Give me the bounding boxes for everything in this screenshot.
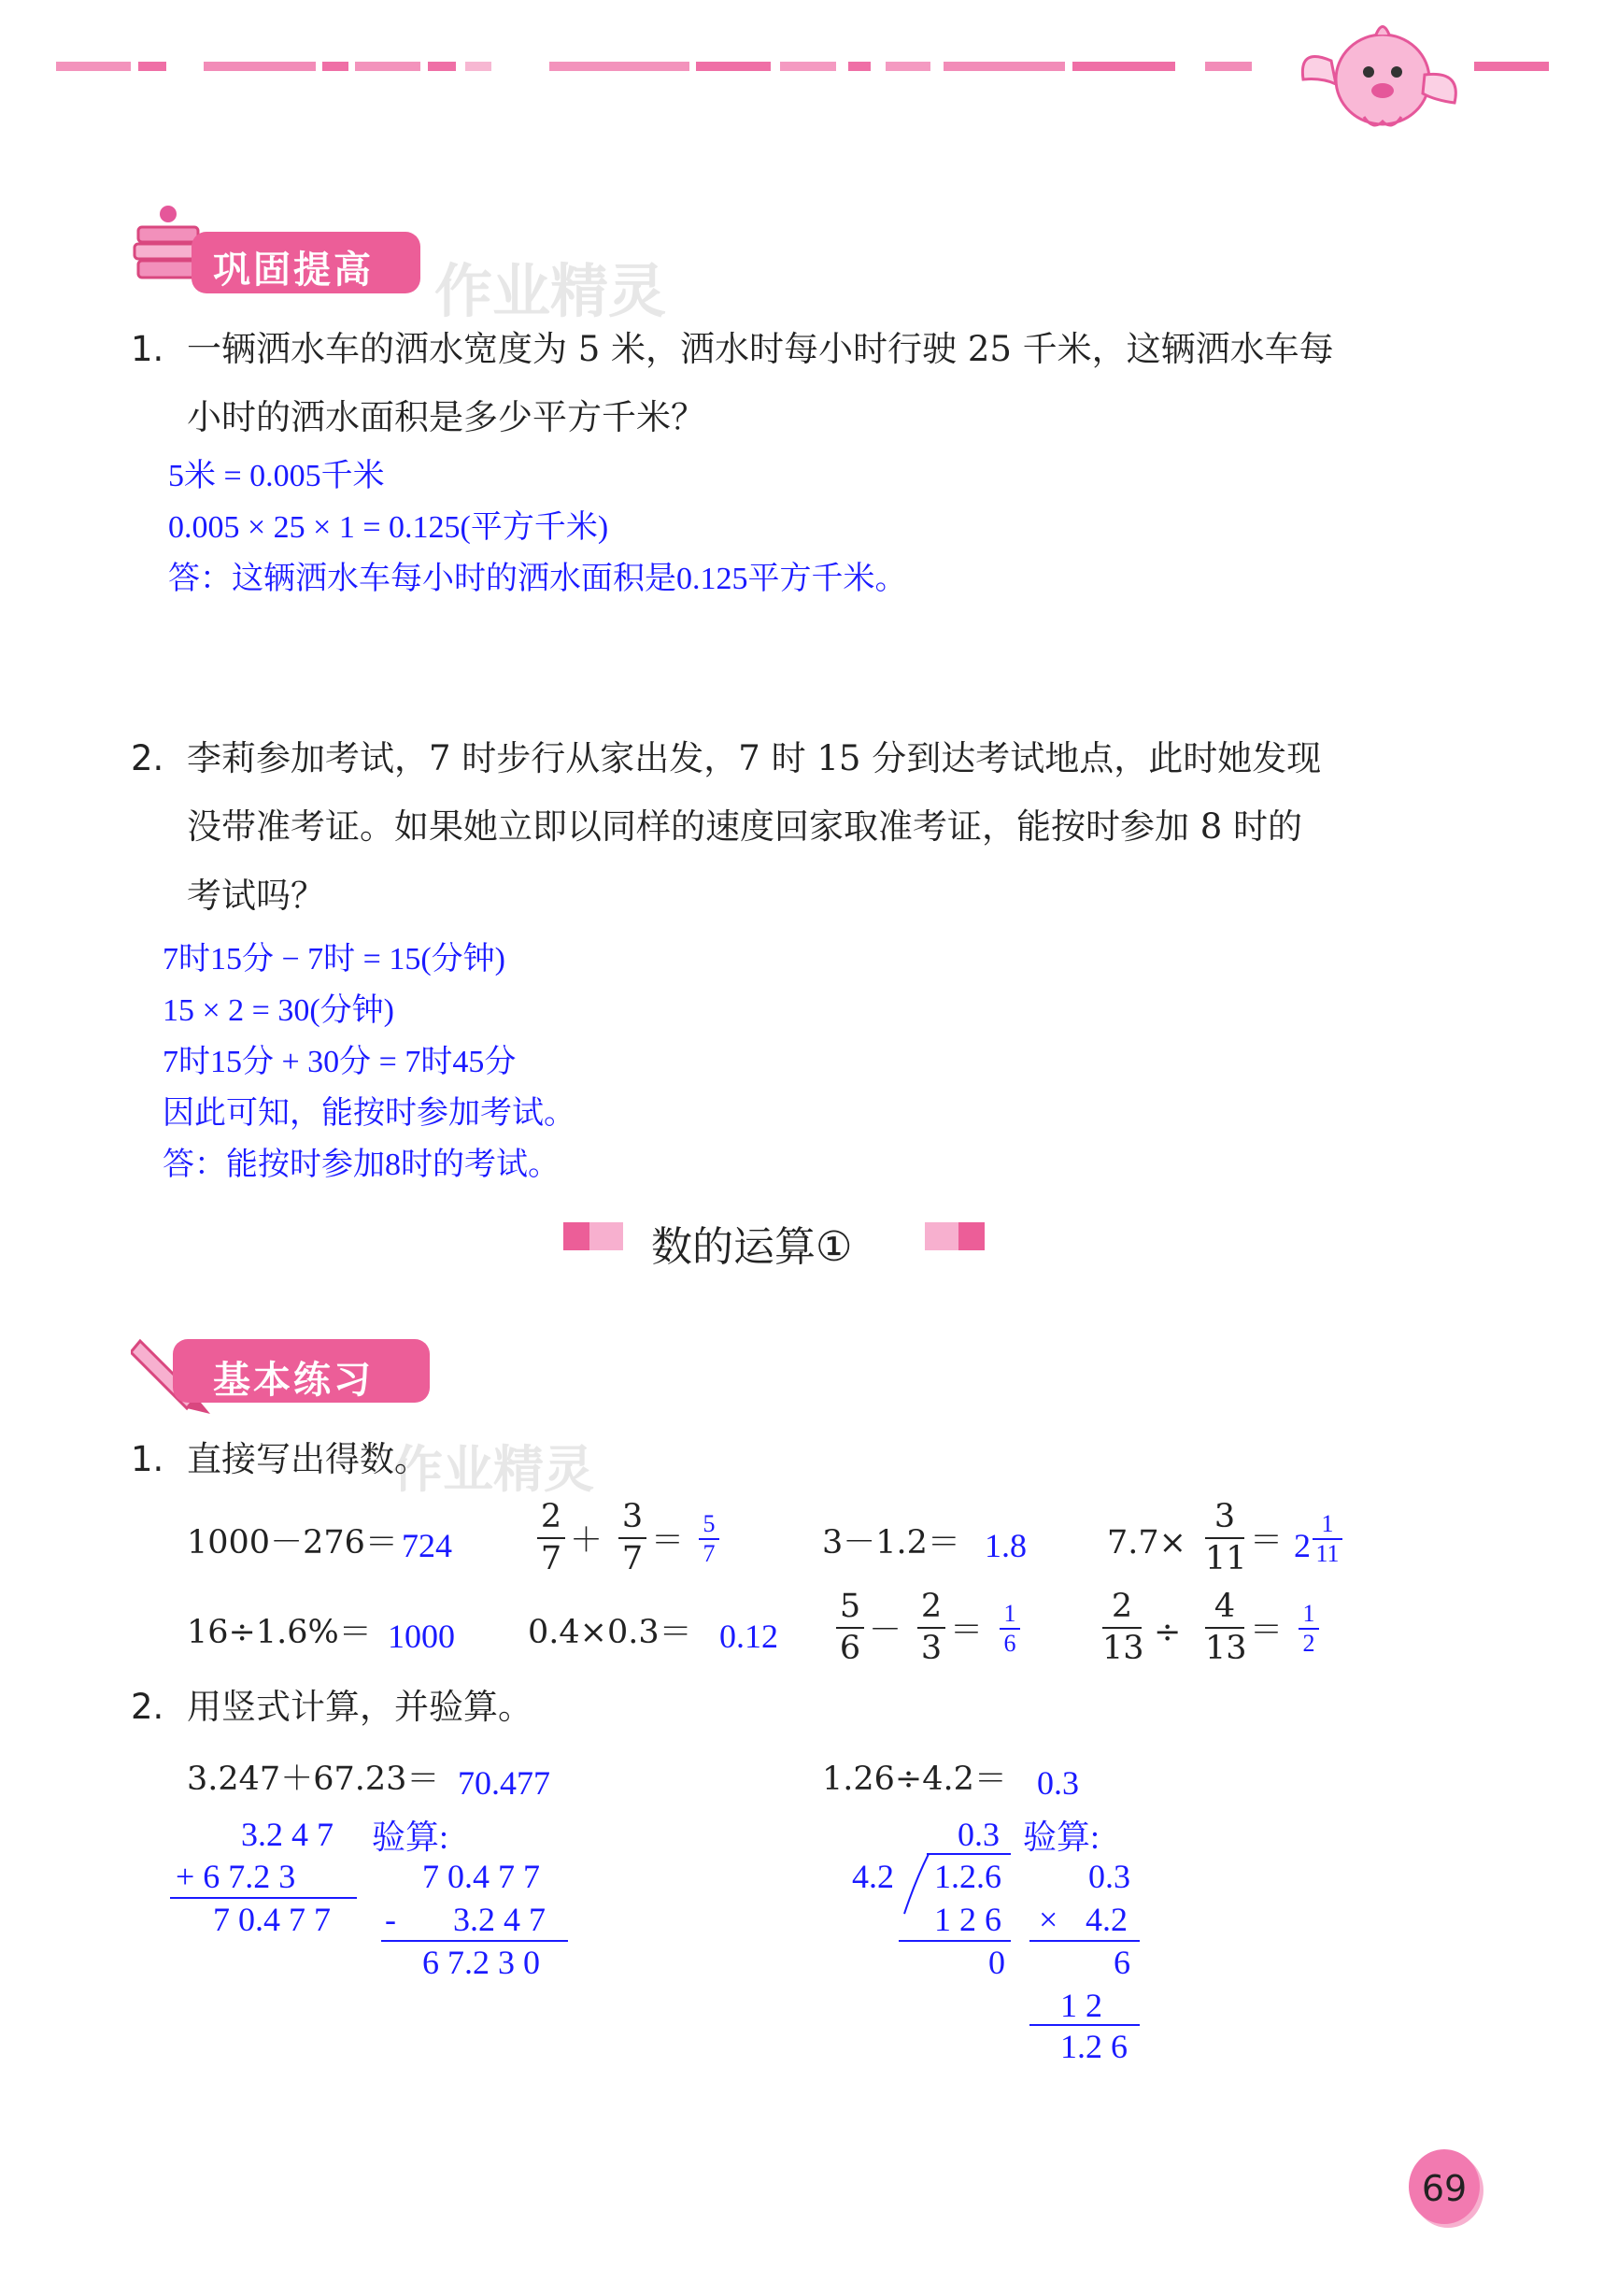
- numerator: 1: [1003, 1600, 1016, 1627]
- numerator: 2: [920, 1588, 943, 1625]
- mixed-number-whole: 2: [1294, 1527, 1311, 1564]
- title-marker-left: [563, 1222, 589, 1250]
- answer-line: 0.005 × 25 × 1 = 0.125(平方千米): [168, 510, 609, 545]
- check-line: [381, 1940, 568, 1942]
- calc-answer: 1000: [388, 1618, 455, 1655]
- chapter-title: 数的运算①: [651, 1223, 853, 1271]
- operator: ＋: [570, 1522, 603, 1560]
- question-text: 直接写出得数。: [187, 1439, 429, 1479]
- check-result: 1.2 6: [1060, 2028, 1128, 2065]
- division-dividend: 1.2.6: [934, 1858, 1001, 1895]
- calc-expression: 3－1.2＝: [822, 1524, 960, 1562]
- fraction-answer: [1000, 1602, 1020, 1656]
- vertical-add-result: 7 0.4 7 7: [213, 1901, 331, 1938]
- division-divisor: 4.2: [852, 1858, 894, 1895]
- denominator: 11: [1315, 1540, 1340, 1567]
- vertical-add-top: 3.2 4 7: [241, 1816, 334, 1853]
- answer-line: 因此可知，能按时参加考试。: [163, 1096, 575, 1131]
- operator: －: [869, 1612, 902, 1649]
- vertical-add-mid: + 6 7.2 3: [176, 1858, 296, 1895]
- calc-answer: 70.477: [458, 1764, 550, 1802]
- calc-answer: 724: [402, 1527, 452, 1564]
- division-quotient: 0.3: [958, 1816, 1000, 1853]
- watermark: 作业精灵: [392, 1440, 594, 1499]
- answer-line: 7时15分 − 7时 = 15(分钟): [163, 942, 505, 977]
- check-label: 验算:: [372, 1818, 449, 1856]
- calc-expression: 0.4×0.3＝: [528, 1614, 692, 1651]
- denominator: 13: [1102, 1630, 1144, 1667]
- fraction: [836, 1590, 864, 1665]
- denominator: 6: [839, 1630, 861, 1667]
- calc-expression: 3.247＋67.23＝: [187, 1761, 440, 1798]
- division-bar: [927, 1853, 1011, 1855]
- calc-answer: 1.8: [985, 1527, 1027, 1564]
- bird-mascot-icon: [1294, 14, 1467, 135]
- calc-expression: 1000－276＝: [187, 1524, 398, 1562]
- fraction: [1205, 1498, 1247, 1577]
- check-line: [1029, 2024, 1140, 2026]
- numerator: 2: [1111, 1588, 1133, 1625]
- check-top: 7 0.4 7 7: [422, 1858, 540, 1895]
- fraction: [917, 1590, 945, 1665]
- answer-line: 5米 = 0.005千米: [168, 459, 385, 493]
- numerator: 4: [1214, 1588, 1236, 1625]
- question-number: 1.: [131, 329, 164, 369]
- fraction: [1205, 1588, 1247, 1667]
- operator: ÷: [1154, 1614, 1182, 1651]
- answer-line: 答：这辆洒水车每小时的洒水面积是0.125平方千米。: [168, 562, 907, 596]
- denominator: 6: [1003, 1630, 1016, 1657]
- question-text: 没带准考证。如果她立即以同样的速度回家取准考证，能按时参加 8 时的: [187, 806, 1303, 847]
- fraction-answer: [1299, 1602, 1319, 1656]
- check-operator: -: [385, 1901, 396, 1938]
- add-line: [170, 1897, 357, 1899]
- calc-expression: 1.26÷4.2＝: [822, 1761, 1007, 1798]
- fraction-answer: [699, 1512, 719, 1566]
- numerator: 1: [1321, 1510, 1334, 1537]
- fraction-answer: [1313, 1512, 1342, 1566]
- calc-expression: 16÷1.6%＝: [187, 1614, 372, 1651]
- answer-line: 答：能按时参加8时的考试。: [163, 1148, 560, 1182]
- check-line: [1029, 1940, 1140, 1942]
- numerator: 5: [703, 1510, 716, 1537]
- division-line: [899, 1940, 1011, 1942]
- denominator: 7: [703, 1540, 716, 1567]
- numerator: 3: [621, 1498, 644, 1535]
- numerator: 1: [1302, 1600, 1315, 1627]
- watermark: 作业精灵: [434, 257, 667, 325]
- check-top: 0.3: [1088, 1858, 1130, 1895]
- denominator: 13: [1205, 1630, 1247, 1667]
- numerator: 2: [540, 1498, 562, 1535]
- section-badge-label: 巩固提高: [213, 249, 374, 292]
- question-text: 小时的洒水面积是多少平方千米？: [187, 397, 705, 437]
- page-number: 69: [1421, 2168, 1468, 2209]
- question-number: 1.: [131, 1439, 164, 1479]
- operator: ＝: [1250, 1612, 1284, 1649]
- calc-answer: 0.12: [719, 1618, 778, 1655]
- question-text: 用竖式计算，并验算。: [187, 1687, 532, 1727]
- fraction: [618, 1498, 646, 1577]
- question-text: 一辆洒水车的洒水宽度为 5 米，洒水时每小时行驶 25 千米，这辆洒水车每: [187, 329, 1334, 369]
- numerator: 3: [1214, 1498, 1236, 1535]
- question-number: 2.: [131, 1687, 164, 1727]
- denominator: 3: [920, 1630, 943, 1667]
- question-number: 2.: [131, 738, 164, 778]
- division-remainder: 0: [988, 1944, 1005, 1981]
- numerator: 5: [839, 1588, 861, 1625]
- section-badge-label: 基本练习: [213, 1359, 374, 1402]
- check-operator: ×: [1039, 1901, 1058, 1938]
- operator: ＝: [1250, 1522, 1284, 1560]
- division-subtract: 1 2 6: [934, 1901, 1001, 1938]
- check-partial-2: 1 2: [1060, 1987, 1102, 2024]
- denominator: 7: [540, 1540, 562, 1577]
- denominator: 11: [1205, 1540, 1247, 1577]
- title-marker-right: [958, 1222, 985, 1250]
- check-result: 6 7.2 3 0: [422, 1944, 540, 1981]
- question-text: 李莉参加考试，7 时步行从家出发，7 时 15 分到达考试地点，此时她发现: [187, 738, 1322, 778]
- operator: ＝: [651, 1522, 685, 1560]
- answer-line: 7时15分 + 30分 = 7时45分: [163, 1045, 517, 1079]
- title-marker-right-light: [925, 1222, 958, 1250]
- check-partial-1: 6: [1114, 1944, 1130, 1981]
- calc-answer: 0.3: [1037, 1764, 1079, 1802]
- check-mid: 3.2 4 7: [453, 1901, 546, 1938]
- operator: ＝: [950, 1612, 984, 1649]
- denominator: 7: [621, 1540, 644, 1577]
- title-marker-left-light: [589, 1222, 623, 1250]
- denominator: 2: [1302, 1630, 1315, 1657]
- check-label: 验算:: [1023, 1818, 1100, 1856]
- calc-expression: 7.7×: [1107, 1524, 1186, 1562]
- fraction: [537, 1498, 565, 1577]
- question-text: 考试吗？: [187, 876, 325, 916]
- division-bracket: [899, 1852, 936, 1918]
- check-mid: 4.2: [1086, 1901, 1128, 1938]
- fraction: [1102, 1590, 1142, 1665]
- answer-line: 15 × 2 = 30(分钟): [163, 993, 394, 1028]
